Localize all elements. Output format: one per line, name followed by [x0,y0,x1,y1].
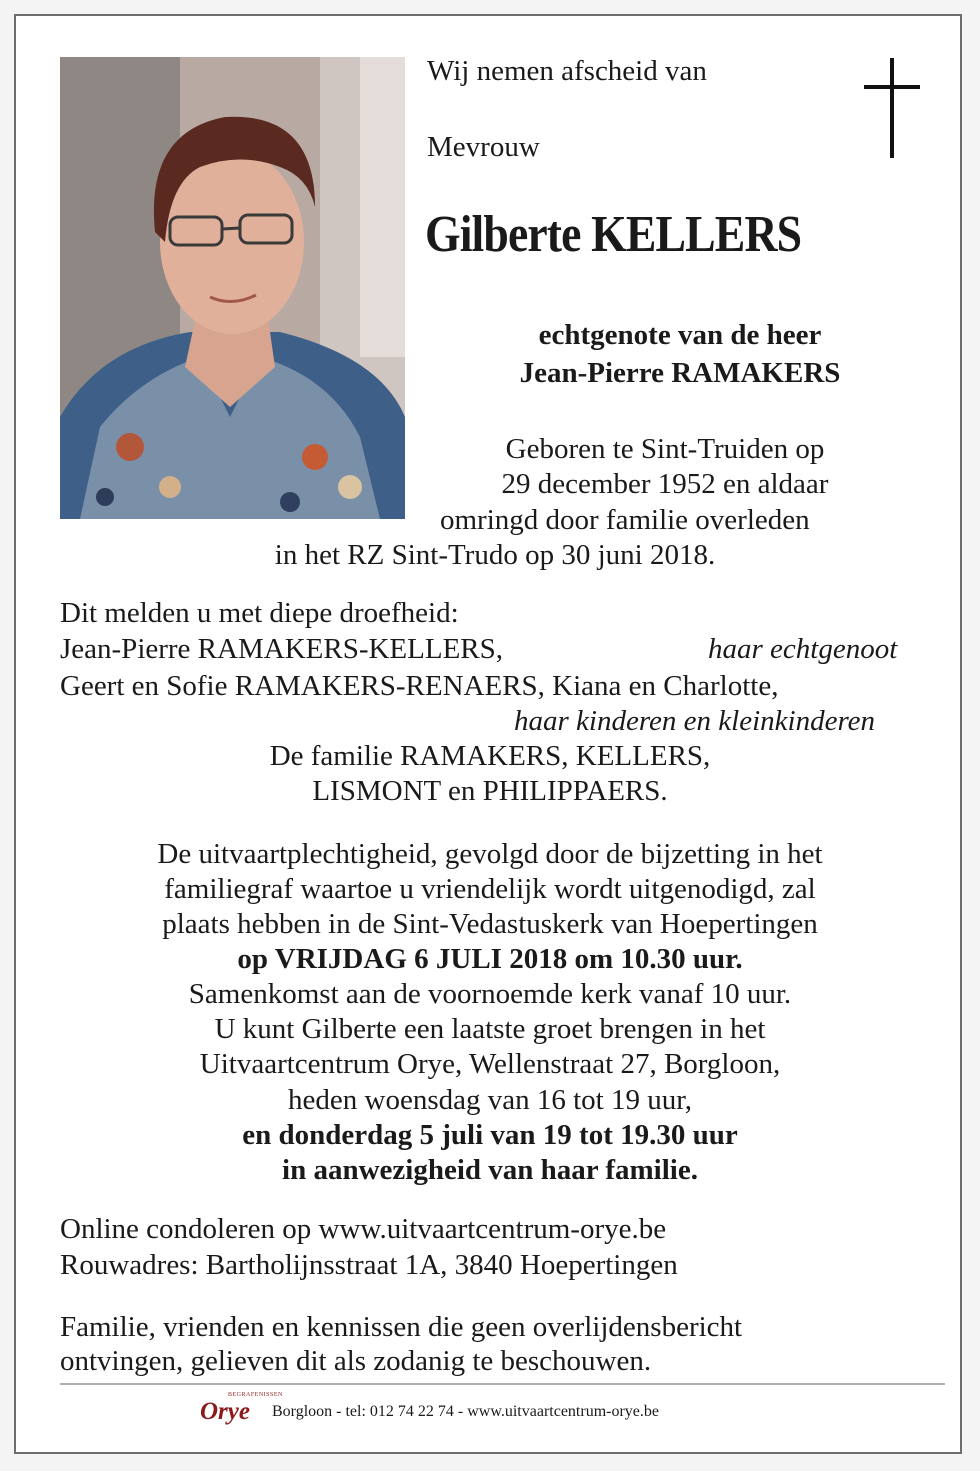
ceremony-line-9: en donderdag 5 juli van 19 tot 19.30 uur [242,1119,738,1151]
deceased-name: Gilberte KELLERS [425,206,802,263]
ceremony-line-3: plaats hebben in de Sint-Vedastuskerk van Hoepertingen [162,908,818,940]
ceremony-date: op VRIJDAG 6 JULI 2018 om 10.30 uur. [237,943,743,975]
mourning-address: Rouwadres: Bartholijnsstraat 1A, 3840 Hoepertingen [60,1249,678,1281]
families-line-1: De familie RAMAKERS, KELLERS, [269,740,711,772]
children-names: Geert en Sofie RAMAKERS-RENAERS, Kiana en Charlotte, [60,670,779,702]
funeral-home-logo: Orye [200,1398,250,1425]
birth-line-4: in het RZ Sint-Trudo op 30 juni 2018. [274,539,716,571]
spouse-line-2: Jean-Pierre RAMAKERS [519,357,841,389]
closing-line-1: Familie, vrienden en kennissen die geen overlijdensbericht [60,1311,743,1343]
closing-line-2: ontvingen, gelieven dit als zodanig te beschouwen. [60,1345,652,1377]
spouse-line-1: echtgenote van de heer [538,319,822,351]
birth-line-2: 29 december 1952 en aldaar [501,468,829,500]
intro-text: Wij nemen afscheid van [427,55,707,87]
children-role: haar kinderen en kleinkinderen [514,705,876,737]
ceremony-line-8: heden woensdag van 16 tot 19 uur, [288,1084,692,1116]
portrait-photo [60,57,405,519]
ceremony-line-7: Uitvaartcentrum Orye, Wellenstraat 27, Borgloon, [199,1048,781,1080]
family-intro: Dit melden u met diepe droefheid: [60,597,459,629]
funeral-home-logo-subtitle: BEGRAFENISSEN [228,1392,283,1398]
families-line-2: LISMONT en PHILIPPAERS. [312,775,668,807]
ceremony-line-1: De uitvaartplechtigheid, gevolgd door de bijzetting in het [157,838,823,870]
ceremony-line-2: familiegraf waartoe u vriendelijk wordt uitgenodigd, zal [164,873,816,905]
ceremony-line-10: in aanwezigheid van haar familie. [282,1154,698,1186]
footer [200,1392,660,1426]
title-text: Mevrouw [427,131,540,163]
ceremony-line-5: Samenkomst aan de voornoemde kerk vanaf 10 uur. [188,978,792,1010]
husband-role: haar echtgenoot [708,633,898,665]
birth-line-1: Geboren te Sint-Truiden op [505,433,825,465]
ceremony-line-6: U kunt Gilberte een laatste groet brengen in het [214,1013,766,1045]
online-condolence: Online condoleren op www.uitvaartcentrum-orye.be [60,1213,667,1245]
footer-divider [60,1383,945,1385]
footer-contact: Borgloon - tel: 012 74 22 74 - www.uitvaartcentrum-orye.be [271,1403,660,1420]
latin-cross-icon [864,58,920,163]
birth-line-3: omringd door familie overleden [440,504,810,536]
husband-name: Jean-Pierre RAMAKERS-KELLERS, [60,633,504,665]
